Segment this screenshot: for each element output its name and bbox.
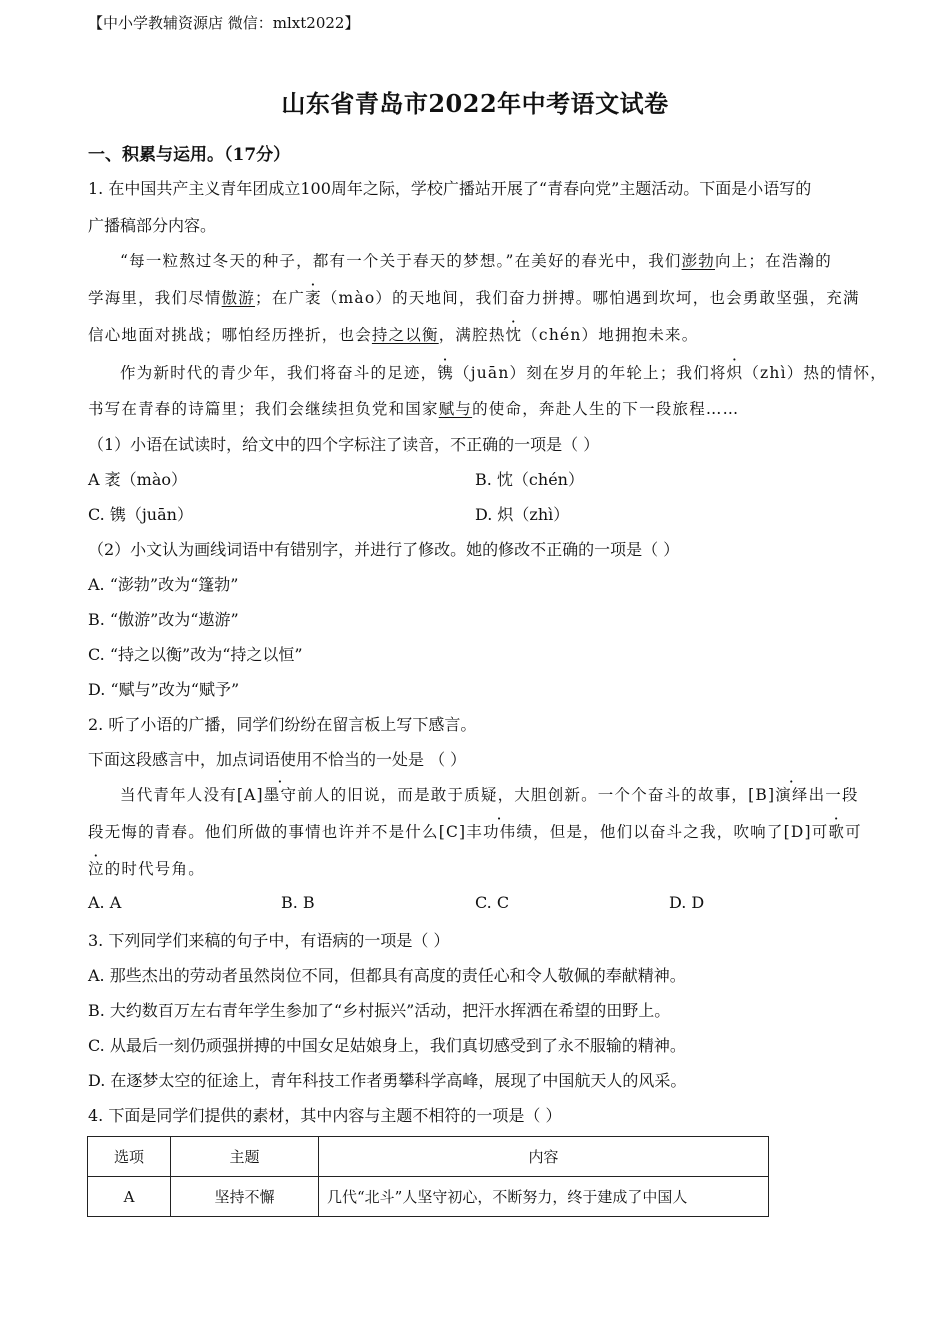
table-header-row [88,1137,769,1177]
q1-sub2-option-d[interactable]: D. “赋与”改为“赋予” [88,680,240,699]
q2-option-d[interactable]: D. D [669,893,705,912]
q1-sub1-option-d[interactable]: D. 炽（zhì） [475,505,570,524]
q1-sub1-stem: （1）小语在试读时，给文中的四个字标注了读音，不正确的一项是（ ） [88,435,600,454]
q1-sub2-option-c[interactable]: C. “持之以衡”改为“持之以恒” [88,645,303,664]
q1-stem-line2: 广播稿部分内容。 [88,216,217,235]
q3-stem: 3. 下列同学们来稿的句子中，有语病的一项是（ ） [88,931,450,950]
q2-stem: 2. 听了小语的广播，同学们纷纷在留言板上写下感言。 [88,715,477,734]
q1-sub2-option-b[interactable]: B. “傲游”改为“遨游” [88,610,239,629]
q3-option-d[interactable]: D. 在逐梦太空的征途上，青年科技工作者勇攀科学高峰，展现了中国航天人的风采。 [88,1071,687,1090]
dotted-word: 泣 [88,860,105,878]
q1-passage-line: “每一粒熬过冬天的种子，都有一个关于春天的梦想。”在美好的春光中，我们澎勃向上；在浩瀚的 [120,252,832,270]
q2-passage-line: 当代青年人没有[A]墨守前人的旧说，而是敢于质疑，大胆创新。一个个奋斗的故事，[B]演绎出一段 [120,786,859,804]
q2-passage-line: 泣的时代号角。 [88,860,205,878]
underlined-word: 傲游 [221,289,256,307]
dotted-char: 忱 [505,326,523,344]
table-cell: 坚持不懈 [171,1177,319,1217]
table-header-cell: 主题 [171,1137,319,1177]
table-cell: 几代“北斗”人坚守初心，不断努力，终于建成了中国人 [319,1177,769,1217]
q4-table [87,1136,769,1217]
q2-option-a[interactable]: A. A [88,893,122,912]
q3-option-c[interactable]: C. 从最后一刻仍顽强拼搏的中国女足姑娘身上，我们真切感受到了永不服输的精神。 [88,1036,686,1055]
underlined-word: 澎勃 [681,252,716,270]
header-note: 【中小学教辅资源店 微信：mlxt2022】 [88,14,360,32]
section-heading: 一、积累与运用。（17分） [88,145,291,165]
q1-sub2-option-a[interactable]: A. “澎勃”改为“篷勃” [88,575,239,594]
table-header-cell: 内容 [319,1137,769,1177]
q2-option-b[interactable]: B. B [281,893,315,912]
dotted-word: 丰功伟绩 [466,823,534,841]
q2-option-c[interactable]: C. C [475,893,510,912]
q1-sub1-option-c[interactable]: C. 镌（juān） [88,505,193,524]
q1-passage-line: 学海里，我们尽情傲游；在广袤（mào）的天地间，我们奋力拼搏。哪怕遇到坎坷，也会勇敢坚强，充满 [88,289,860,307]
q1-passage-line: 书写在青春的诗篇里；我们会继续担负党和国家赋与的使命，奔赴人生的下一段旅程…… [88,400,740,418]
table-row [88,1177,769,1217]
q1-sub2-stem: （2）小文认为画线词语中有错别字，并进行了修改。她的修改不正确的一项是（ ） [88,540,680,559]
q3-option-a[interactable]: A. 那些杰出的劳动者虽然岗位不同，但都具有高度的责任心和令人敬佩的奉献精神。 [88,966,686,985]
dotted-char: 炽 [726,364,744,382]
q3-option-b[interactable]: B. 大约数百万左右青年学生参加了“乡村振兴”活动，把汗水挥洒在希望的田野上。 [88,1001,671,1020]
dotted-word: 可歌可 [811,823,862,841]
dotted-char: 镌 [437,364,455,382]
dotted-word: 墨守 [263,786,298,804]
q1-sub1-option-b[interactable]: B. 忱（chén） [475,470,584,489]
table-cell: A [88,1177,171,1217]
dotted-char: 袤 [305,289,322,307]
q1-passage-line: 信心地面对挑战；哪怕经历挫折，也会持之以衡，满腔热忱（chén）地拥抱未来。 [88,326,699,344]
dotted-word: 演绎 [775,786,809,804]
underlined-word: 持之以衡 [371,326,439,344]
q2-stem2: 下面这段感言中，加点词语使用不恰当的一处是 （ ） [88,750,467,769]
underlined-word: 赋与 [438,400,473,418]
q1-stem-line1: 1. 在中国共产主义青年团成立100周年之际，学校广播站开展了“青春向党”主题活动。下面是小语写的 [88,179,812,198]
table-header-cell: 选项 [88,1137,171,1177]
q1-sub1-option-a[interactable]: A 袤（mào） [88,470,187,489]
page-title: 山东省青岛市2022年中考语文试卷 [281,89,669,118]
q2-passage-line: 段无悔的青春。他们所做的事情也许并不是什么[C]丰功伟绩，但是，他们以奋斗之我，吹响了[D]可歌可 [88,823,862,841]
q1-passage-line: 作为新时代的青少年，我们将奋斗的足迹，镌（juān）刻在岁月的年轮上；我们将炽（zhì）热的情怀， [120,364,887,382]
q4-stem: 4. 下面是同学们提供的素材，其中内容与主题不相符的一项是（ ） [88,1106,562,1125]
